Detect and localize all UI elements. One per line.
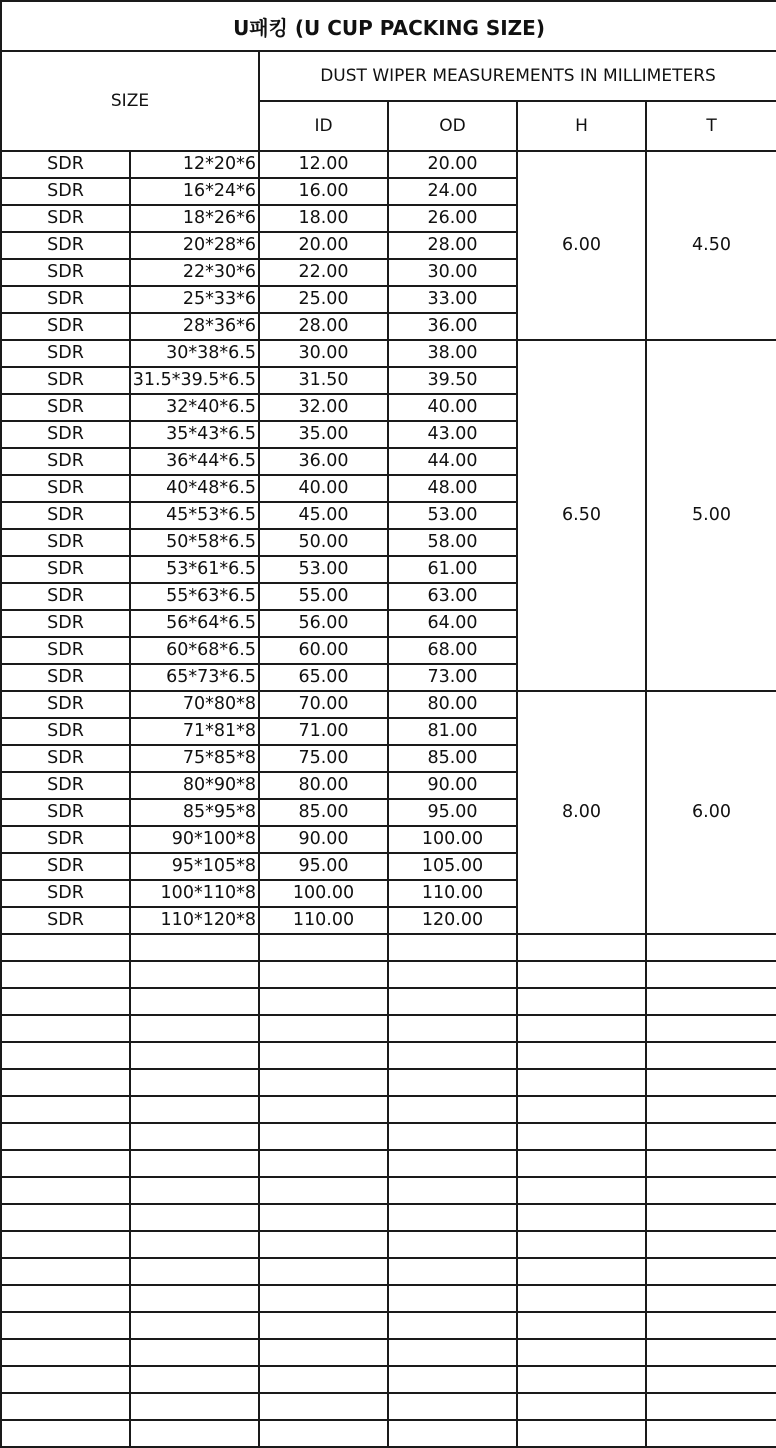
empty-row	[1, 1096, 776, 1123]
empty-cell	[388, 1231, 517, 1258]
type-cell: SDR	[1, 691, 130, 718]
id-cell: 30.00	[259, 340, 388, 367]
type-cell: SDR	[1, 664, 130, 691]
type-cell: SDR	[1, 259, 130, 286]
empty-cell	[130, 1042, 259, 1069]
empty-row	[1, 1258, 776, 1285]
id-cell: 45.00	[259, 502, 388, 529]
type-cell: SDR	[1, 178, 130, 205]
h-header: H	[517, 101, 646, 151]
size-cell: 75*85*8	[130, 745, 259, 772]
empty-cell	[388, 1123, 517, 1150]
od-cell: 28.00	[388, 232, 517, 259]
empty-cell	[259, 934, 388, 961]
empty-cell	[388, 1339, 517, 1366]
type-cell: SDR	[1, 880, 130, 907]
type-cell: SDR	[1, 340, 130, 367]
size-cell: 16*24*6	[130, 178, 259, 205]
empty-cell	[388, 961, 517, 988]
id-cell: 16.00	[259, 178, 388, 205]
empty-cell	[259, 1123, 388, 1150]
empty-row	[1, 934, 776, 961]
type-cell: SDR	[1, 718, 130, 745]
id-cell: 40.00	[259, 475, 388, 502]
empty-cell	[517, 1042, 646, 1069]
od-cell: 30.00	[388, 259, 517, 286]
type-cell: SDR	[1, 853, 130, 880]
id-cell: 25.00	[259, 286, 388, 313]
od-cell: 95.00	[388, 799, 517, 826]
empty-cell	[1, 1123, 130, 1150]
empty-cell	[1, 1285, 130, 1312]
size-cell: 12*20*6	[130, 151, 259, 178]
size-cell: 40*48*6.5	[130, 475, 259, 502]
empty-cell	[388, 1312, 517, 1339]
empty-cell	[259, 1177, 388, 1204]
type-cell: SDR	[1, 826, 130, 853]
empty-cell	[517, 1096, 646, 1123]
id-cell: 18.00	[259, 205, 388, 232]
id-cell: 95.00	[259, 853, 388, 880]
empty-cell	[130, 1150, 259, 1177]
size-cell: 53*61*6.5	[130, 556, 259, 583]
table-title: U패킹 (U CUP PACKING SIZE)	[1, 1, 776, 51]
id-cell: 100.00	[259, 880, 388, 907]
empty-row	[1, 988, 776, 1015]
od-cell: 64.00	[388, 610, 517, 637]
empty-cell	[130, 1366, 259, 1393]
empty-cell	[646, 1231, 776, 1258]
empty-cell	[259, 961, 388, 988]
empty-cell	[130, 1096, 259, 1123]
empty-cell	[1, 934, 130, 961]
empty-cell	[130, 1123, 259, 1150]
empty-cell	[259, 1204, 388, 1231]
od-cell: 120.00	[388, 907, 517, 934]
empty-cell	[517, 1177, 646, 1204]
empty-cell	[388, 988, 517, 1015]
od-cell: 38.00	[388, 340, 517, 367]
empty-cell	[517, 934, 646, 961]
id-cell: 90.00	[259, 826, 388, 853]
type-cell: SDR	[1, 502, 130, 529]
empty-cell	[259, 1258, 388, 1285]
id-cell: 28.00	[259, 313, 388, 340]
od-cell: 48.00	[388, 475, 517, 502]
empty-cell	[130, 961, 259, 988]
id-header: ID	[259, 101, 388, 151]
table-row	[1, 340, 776, 367]
size-cell: 28*36*6	[130, 313, 259, 340]
od-cell: 100.00	[388, 826, 517, 853]
empty-cell	[259, 1096, 388, 1123]
empty-cell	[517, 1366, 646, 1393]
od-cell: 20.00	[388, 151, 517, 178]
empty-cell	[646, 1069, 776, 1096]
empty-cell	[259, 1069, 388, 1096]
id-cell: 55.00	[259, 583, 388, 610]
empty-cell	[388, 1015, 517, 1042]
empty-cell	[646, 934, 776, 961]
empty-cell	[646, 1366, 776, 1393]
empty-cell	[646, 1177, 776, 1204]
od-cell: 110.00	[388, 880, 517, 907]
type-cell: SDR	[1, 745, 130, 772]
type-cell: SDR	[1, 799, 130, 826]
empty-cell	[517, 1231, 646, 1258]
empty-row	[1, 1123, 776, 1150]
empty-cell	[517, 1150, 646, 1177]
empty-cell	[646, 1150, 776, 1177]
size-cell: 30*38*6.5	[130, 340, 259, 367]
empty-cell	[646, 988, 776, 1015]
empty-cell	[517, 1204, 646, 1231]
empty-cell	[130, 1177, 259, 1204]
od-header: OD	[388, 101, 517, 151]
empty-cell	[388, 1096, 517, 1123]
h-cell: 8.00	[517, 691, 646, 934]
od-cell: 105.00	[388, 853, 517, 880]
empty-cell	[388, 1150, 517, 1177]
empty-cell	[388, 1285, 517, 1312]
size-header: SIZE	[1, 51, 259, 151]
id-cell: 22.00	[259, 259, 388, 286]
empty-cell	[1, 1258, 130, 1285]
id-cell: 71.00	[259, 718, 388, 745]
empty-row	[1, 1177, 776, 1204]
empty-cell	[388, 1258, 517, 1285]
empty-cell	[259, 1150, 388, 1177]
empty-cell	[1, 1015, 130, 1042]
od-cell: 73.00	[388, 664, 517, 691]
empty-cell	[388, 1069, 517, 1096]
size-cell: 25*33*6	[130, 286, 259, 313]
empty-cell	[646, 1096, 776, 1123]
type-cell: SDR	[1, 907, 130, 934]
type-cell: SDR	[1, 232, 130, 259]
empty-cell	[130, 1231, 259, 1258]
od-cell: 40.00	[388, 394, 517, 421]
empty-cell	[517, 961, 646, 988]
empty-cell	[130, 1069, 259, 1096]
size-cell: 18*26*6	[130, 205, 259, 232]
type-cell: SDR	[1, 529, 130, 556]
empty-cell	[1, 1150, 130, 1177]
empty-cell	[517, 988, 646, 1015]
size-cell: 36*44*6.5	[130, 448, 259, 475]
type-cell: SDR	[1, 448, 130, 475]
id-cell: 31.50	[259, 367, 388, 394]
empty-cell	[1, 1042, 130, 1069]
type-cell: SDR	[1, 637, 130, 664]
empty-cell	[388, 934, 517, 961]
empty-cell	[1, 1231, 130, 1258]
empty-cell	[1, 1366, 130, 1393]
size-cell: 20*28*6	[130, 232, 259, 259]
empty-cell	[517, 1258, 646, 1285]
size-cell: 31.5*39.5*6.5	[130, 367, 259, 394]
type-cell: SDR	[1, 286, 130, 313]
empty-cell	[646, 1123, 776, 1150]
empty-cell	[517, 1015, 646, 1042]
od-cell: 58.00	[388, 529, 517, 556]
size-cell: 45*53*6.5	[130, 502, 259, 529]
size-cell: 60*68*6.5	[130, 637, 259, 664]
empty-cell	[646, 1042, 776, 1069]
id-cell: 12.00	[259, 151, 388, 178]
type-cell: SDR	[1, 772, 130, 799]
size-cell: 100*110*8	[130, 880, 259, 907]
empty-cell	[130, 1393, 259, 1420]
empty-cell	[130, 1339, 259, 1366]
empty-row	[1, 1231, 776, 1258]
od-cell: 61.00	[388, 556, 517, 583]
size-cell: 65*73*6.5	[130, 664, 259, 691]
id-cell: 50.00	[259, 529, 388, 556]
size-cell: 22*30*6	[130, 259, 259, 286]
type-cell: SDR	[1, 151, 130, 178]
od-cell: 44.00	[388, 448, 517, 475]
type-cell: SDR	[1, 394, 130, 421]
id-cell: 85.00	[259, 799, 388, 826]
empty-row	[1, 1015, 776, 1042]
id-cell: 75.00	[259, 745, 388, 772]
size-cell: 71*81*8	[130, 718, 259, 745]
empty-cell	[388, 1042, 517, 1069]
id-cell: 60.00	[259, 637, 388, 664]
type-cell: SDR	[1, 313, 130, 340]
od-cell: 24.00	[388, 178, 517, 205]
od-cell: 39.50	[388, 367, 517, 394]
empty-row	[1, 1285, 776, 1312]
empty-cell	[646, 1015, 776, 1042]
od-cell: 80.00	[388, 691, 517, 718]
h-cell: 6.50	[517, 340, 646, 691]
od-cell: 63.00	[388, 583, 517, 610]
table-row	[1, 151, 776, 178]
empty-cell	[259, 1312, 388, 1339]
type-cell: SDR	[1, 367, 130, 394]
empty-cell	[130, 988, 259, 1015]
empty-cell	[1, 1312, 130, 1339]
empty-cell	[517, 1312, 646, 1339]
empty-cell	[388, 1366, 517, 1393]
empty-cell	[517, 1123, 646, 1150]
size-cell: 35*43*6.5	[130, 421, 259, 448]
empty-cell	[1, 1339, 130, 1366]
od-cell: 81.00	[388, 718, 517, 745]
empty-cell	[646, 1312, 776, 1339]
type-cell: SDR	[1, 610, 130, 637]
empty-cell	[517, 1069, 646, 1096]
id-cell: 65.00	[259, 664, 388, 691]
empty-cell	[130, 1015, 259, 1042]
type-cell: SDR	[1, 475, 130, 502]
empty-cell	[388, 1393, 517, 1420]
empty-cell	[130, 1204, 259, 1231]
empty-cell	[259, 1366, 388, 1393]
empty-cell	[388, 1177, 517, 1204]
empty-cell	[259, 1285, 388, 1312]
id-cell: 70.00	[259, 691, 388, 718]
size-cell: 85*95*8	[130, 799, 259, 826]
empty-cell	[646, 1393, 776, 1420]
empty-cell	[130, 934, 259, 961]
od-cell: 43.00	[388, 421, 517, 448]
empty-cell	[517, 1393, 646, 1420]
type-cell: SDR	[1, 556, 130, 583]
empty-row	[1, 961, 776, 988]
empty-cell	[259, 1339, 388, 1366]
type-cell: SDR	[1, 421, 130, 448]
measurements-header: DUST WIPER MEASUREMENTS IN MILLIMETERS	[259, 51, 776, 101]
type-cell: SDR	[1, 205, 130, 232]
empty-cell	[646, 1339, 776, 1366]
empty-cell	[517, 1285, 646, 1312]
id-cell: 36.00	[259, 448, 388, 475]
empty-cell	[130, 1285, 259, 1312]
size-cell: 56*64*6.5	[130, 610, 259, 637]
size-cell: 90*100*8	[130, 826, 259, 853]
size-cell: 50*58*6.5	[130, 529, 259, 556]
empty-cell	[1, 1069, 130, 1096]
empty-row	[1, 1150, 776, 1177]
size-cell: 32*40*6.5	[130, 394, 259, 421]
id-cell: 53.00	[259, 556, 388, 583]
empty-row	[1, 1393, 776, 1420]
empty-cell	[1, 1177, 130, 1204]
h-cell: 6.00	[517, 151, 646, 340]
type-cell: SDR	[1, 583, 130, 610]
empty-row	[1, 1204, 776, 1231]
empty-cell	[259, 1015, 388, 1042]
id-cell: 56.00	[259, 610, 388, 637]
table-body	[1, 151, 776, 1447]
size-cell: 95*105*8	[130, 853, 259, 880]
empty-cell	[1, 1204, 130, 1231]
od-cell: 68.00	[388, 637, 517, 664]
empty-cell	[259, 1393, 388, 1420]
empty-cell	[259, 988, 388, 1015]
empty-cell	[130, 1312, 259, 1339]
id-cell: 32.00	[259, 394, 388, 421]
t-cell: 4.50	[646, 151, 776, 340]
empty-cell	[1, 1393, 130, 1420]
id-cell: 20.00	[259, 232, 388, 259]
empty-row	[1, 1312, 776, 1339]
t-cell: 5.00	[646, 340, 776, 691]
empty-cell	[646, 1204, 776, 1231]
od-cell: 33.00	[388, 286, 517, 313]
empty-cell	[1, 988, 130, 1015]
od-cell: 36.00	[388, 313, 517, 340]
od-cell: 85.00	[388, 745, 517, 772]
size-cell: 55*63*6.5	[130, 583, 259, 610]
empty-cell	[646, 1258, 776, 1285]
empty-cell	[517, 1339, 646, 1366]
size-cell: 110*120*8	[130, 907, 259, 934]
od-cell: 26.00	[388, 205, 517, 232]
empty-cell	[646, 961, 776, 988]
empty-cell	[130, 1258, 259, 1285]
t-header: T	[646, 101, 776, 151]
id-cell: 110.00	[259, 907, 388, 934]
empty-row	[1, 1042, 776, 1069]
empty-cell	[388, 1204, 517, 1231]
empty-cell	[259, 1231, 388, 1258]
empty-row	[1, 1366, 776, 1393]
od-cell: 90.00	[388, 772, 517, 799]
od-cell: 53.00	[388, 502, 517, 529]
t-cell: 6.00	[646, 691, 776, 934]
table-row	[1, 691, 776, 718]
empty-cell	[259, 1042, 388, 1069]
empty-cell	[1, 961, 130, 988]
size-cell: 70*80*8	[130, 691, 259, 718]
empty-row	[1, 1069, 776, 1096]
empty-cell	[1, 1096, 130, 1123]
id-cell: 35.00	[259, 421, 388, 448]
size-cell: 80*90*8	[130, 772, 259, 799]
empty-row	[1, 1339, 776, 1366]
id-cell: 80.00	[259, 772, 388, 799]
empty-cell	[646, 1285, 776, 1312]
